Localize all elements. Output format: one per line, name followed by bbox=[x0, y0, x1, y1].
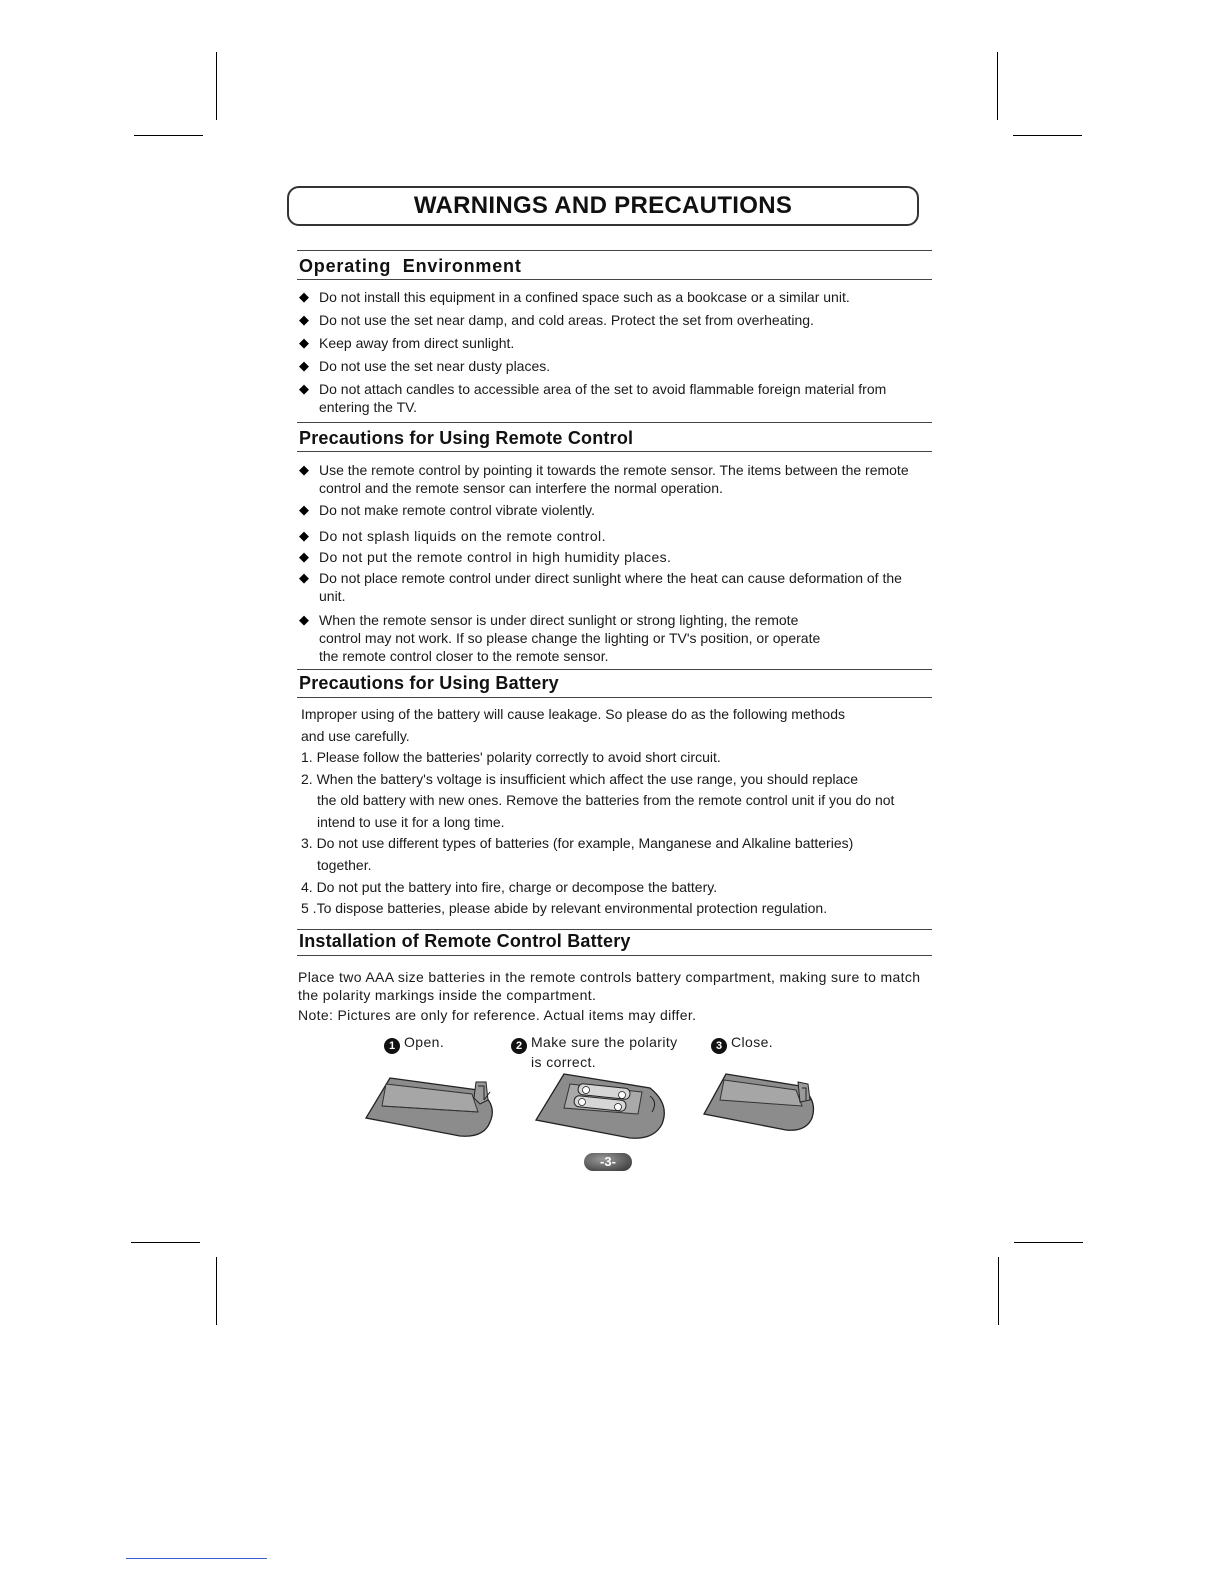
section-rule bbox=[297, 422, 932, 423]
crop-mark-bottom-left-vertical bbox=[216, 1257, 217, 1325]
diamond-bullet-icon: ◆ bbox=[299, 502, 309, 517]
section-title-operating: Operating Environment bbox=[299, 256, 522, 276]
diamond-bullet-icon: ◆ bbox=[299, 358, 309, 373]
list-item: 5 .To dispose batteries, please abide by relevant environmental protection regulation. bbox=[301, 900, 828, 917]
list-item: 1. Please follow the batteries' polarity correctly to avoid short circuit. bbox=[301, 749, 721, 765]
list-item: ◆ Use the remote control by pointing it towards the remote sensor. The items between the remote control and the remote sensor can interfere the normal operation. bbox=[299, 462, 909, 496]
page-title: WARNINGS AND PRECAUTIONS bbox=[413, 192, 793, 219]
section-rule bbox=[297, 250, 932, 251]
remote-polarity-illustration bbox=[530, 1068, 670, 1146]
section-title-battery: Precautions for Using Battery bbox=[299, 673, 559, 693]
list-item: ◆ Do not place remote control under direct sunlight where the heat can cause deformation of the unit. bbox=[299, 570, 902, 604]
list-item: ◆ Do not make remote control vibrate violently. bbox=[299, 502, 595, 518]
list-item: ◆ Do not use the set near damp, and cold areas. Protect the set from overheating. bbox=[299, 312, 814, 328]
section-rule bbox=[297, 697, 932, 698]
diamond-bullet-icon: ◆ bbox=[299, 312, 309, 327]
list-item: ◆ Do not use the set near dusty places. bbox=[299, 358, 551, 374]
crop-mark-bottom-left-horizontal bbox=[131, 1242, 200, 1243]
section-rule bbox=[297, 669, 932, 670]
step-caption-close: 3 Close. bbox=[711, 1034, 773, 1054]
diamond-bullet-icon: ◆ bbox=[299, 462, 309, 477]
crop-mark-top-right-vertical bbox=[997, 52, 998, 120]
bottom-link-underline bbox=[126, 1558, 267, 1559]
section-title-installation: Installation of Remote Control Battery bbox=[299, 931, 631, 951]
diamond-bullet-icon: ◆ bbox=[299, 335, 309, 350]
step-number-2-icon: 2 bbox=[511, 1038, 527, 1054]
remote-list bbox=[299, 461, 929, 665]
section-rule bbox=[297, 279, 932, 280]
step-caption-open: 1 Open. bbox=[384, 1034, 444, 1054]
diamond-bullet-icon: ◆ bbox=[299, 381, 309, 396]
diamond-bullet-icon: ◆ bbox=[299, 528, 310, 543]
diamond-bullet-icon: ◆ bbox=[299, 549, 310, 564]
page-number: -3- bbox=[584, 1153, 632, 1171]
crop-mark-top-left-vertical bbox=[216, 52, 217, 120]
section-rule bbox=[297, 955, 932, 956]
list-item: ◆ Do not attach candles to accessible area of the set to avoid flammable foreign material from entering the TV. bbox=[299, 381, 887, 415]
installation-text: Place two AAA size batteries in the remote controls battery compartment, making sure to match the polarity markings inside the compartment. bbox=[298, 969, 921, 1003]
diamond-bullet-icon: ◆ bbox=[299, 612, 309, 627]
section-rule bbox=[297, 929, 932, 930]
crop-mark-top-right-horizontal bbox=[1013, 135, 1082, 136]
list-item: ◆ Do not splash liquids on the remote control. bbox=[299, 528, 606, 544]
remote-open-illustration bbox=[360, 1070, 500, 1145]
list-item: ◆ Do not install this equipment in a confined space such as a bookcase or a similar unit. bbox=[299, 289, 850, 305]
list-item: ◆ Do not put the remote control in high humidity places. bbox=[299, 549, 672, 565]
section-rule bbox=[297, 451, 932, 452]
step-number-1-icon: 1 bbox=[384, 1038, 400, 1054]
crop-mark-bottom-right-horizontal bbox=[1014, 1242, 1083, 1243]
list-item: ◆ When the remote sensor is under direct sunlight or strong lighting, the remote control may not work. If so please change the lighting or TV's position, or operate the remote control closer to the remote sensor. bbox=[299, 612, 821, 664]
diamond-bullet-icon: ◆ bbox=[299, 289, 309, 304]
installation-note: Note: Pictures are only for reference. Actual items may differ. bbox=[298, 1007, 697, 1023]
section-title-remote: Precautions for Using Remote Control bbox=[299, 428, 634, 448]
list-item: 4. Do not put the battery into fire, charge or decompose the battery. bbox=[301, 878, 718, 895]
battery-steps bbox=[301, 747, 936, 920]
list-item: 3. Do not use different types of batteries (for example, Manganese and Alkaline batteries) together. bbox=[301, 835, 854, 873]
step-number-3-icon: 3 bbox=[711, 1038, 727, 1054]
remote-close-illustration bbox=[700, 1068, 820, 1138]
diamond-bullet-icon: ◆ bbox=[299, 570, 309, 585]
crop-mark-top-left-horizontal bbox=[134, 135, 203, 136]
step-caption-polarity: 2 Make sure the polarity is correct. bbox=[511, 1034, 691, 1071]
list-item: 2. When the battery's voltage is insufficient which affect the use range, you should replace the old battery with new ones. Remove the batteries from the remote control unit if you do not intend to use it for a long time. bbox=[301, 770, 895, 830]
page-title-box bbox=[287, 186, 919, 226]
crop-mark-bottom-right-vertical bbox=[998, 1257, 999, 1325]
list-item: ◆ Keep away from direct sunlight. bbox=[299, 335, 515, 351]
battery-intro: Improper using of the battery will cause leakage. So please do as the following methods and use carefully. bbox=[301, 706, 845, 744]
operating-list bbox=[299, 288, 929, 416]
